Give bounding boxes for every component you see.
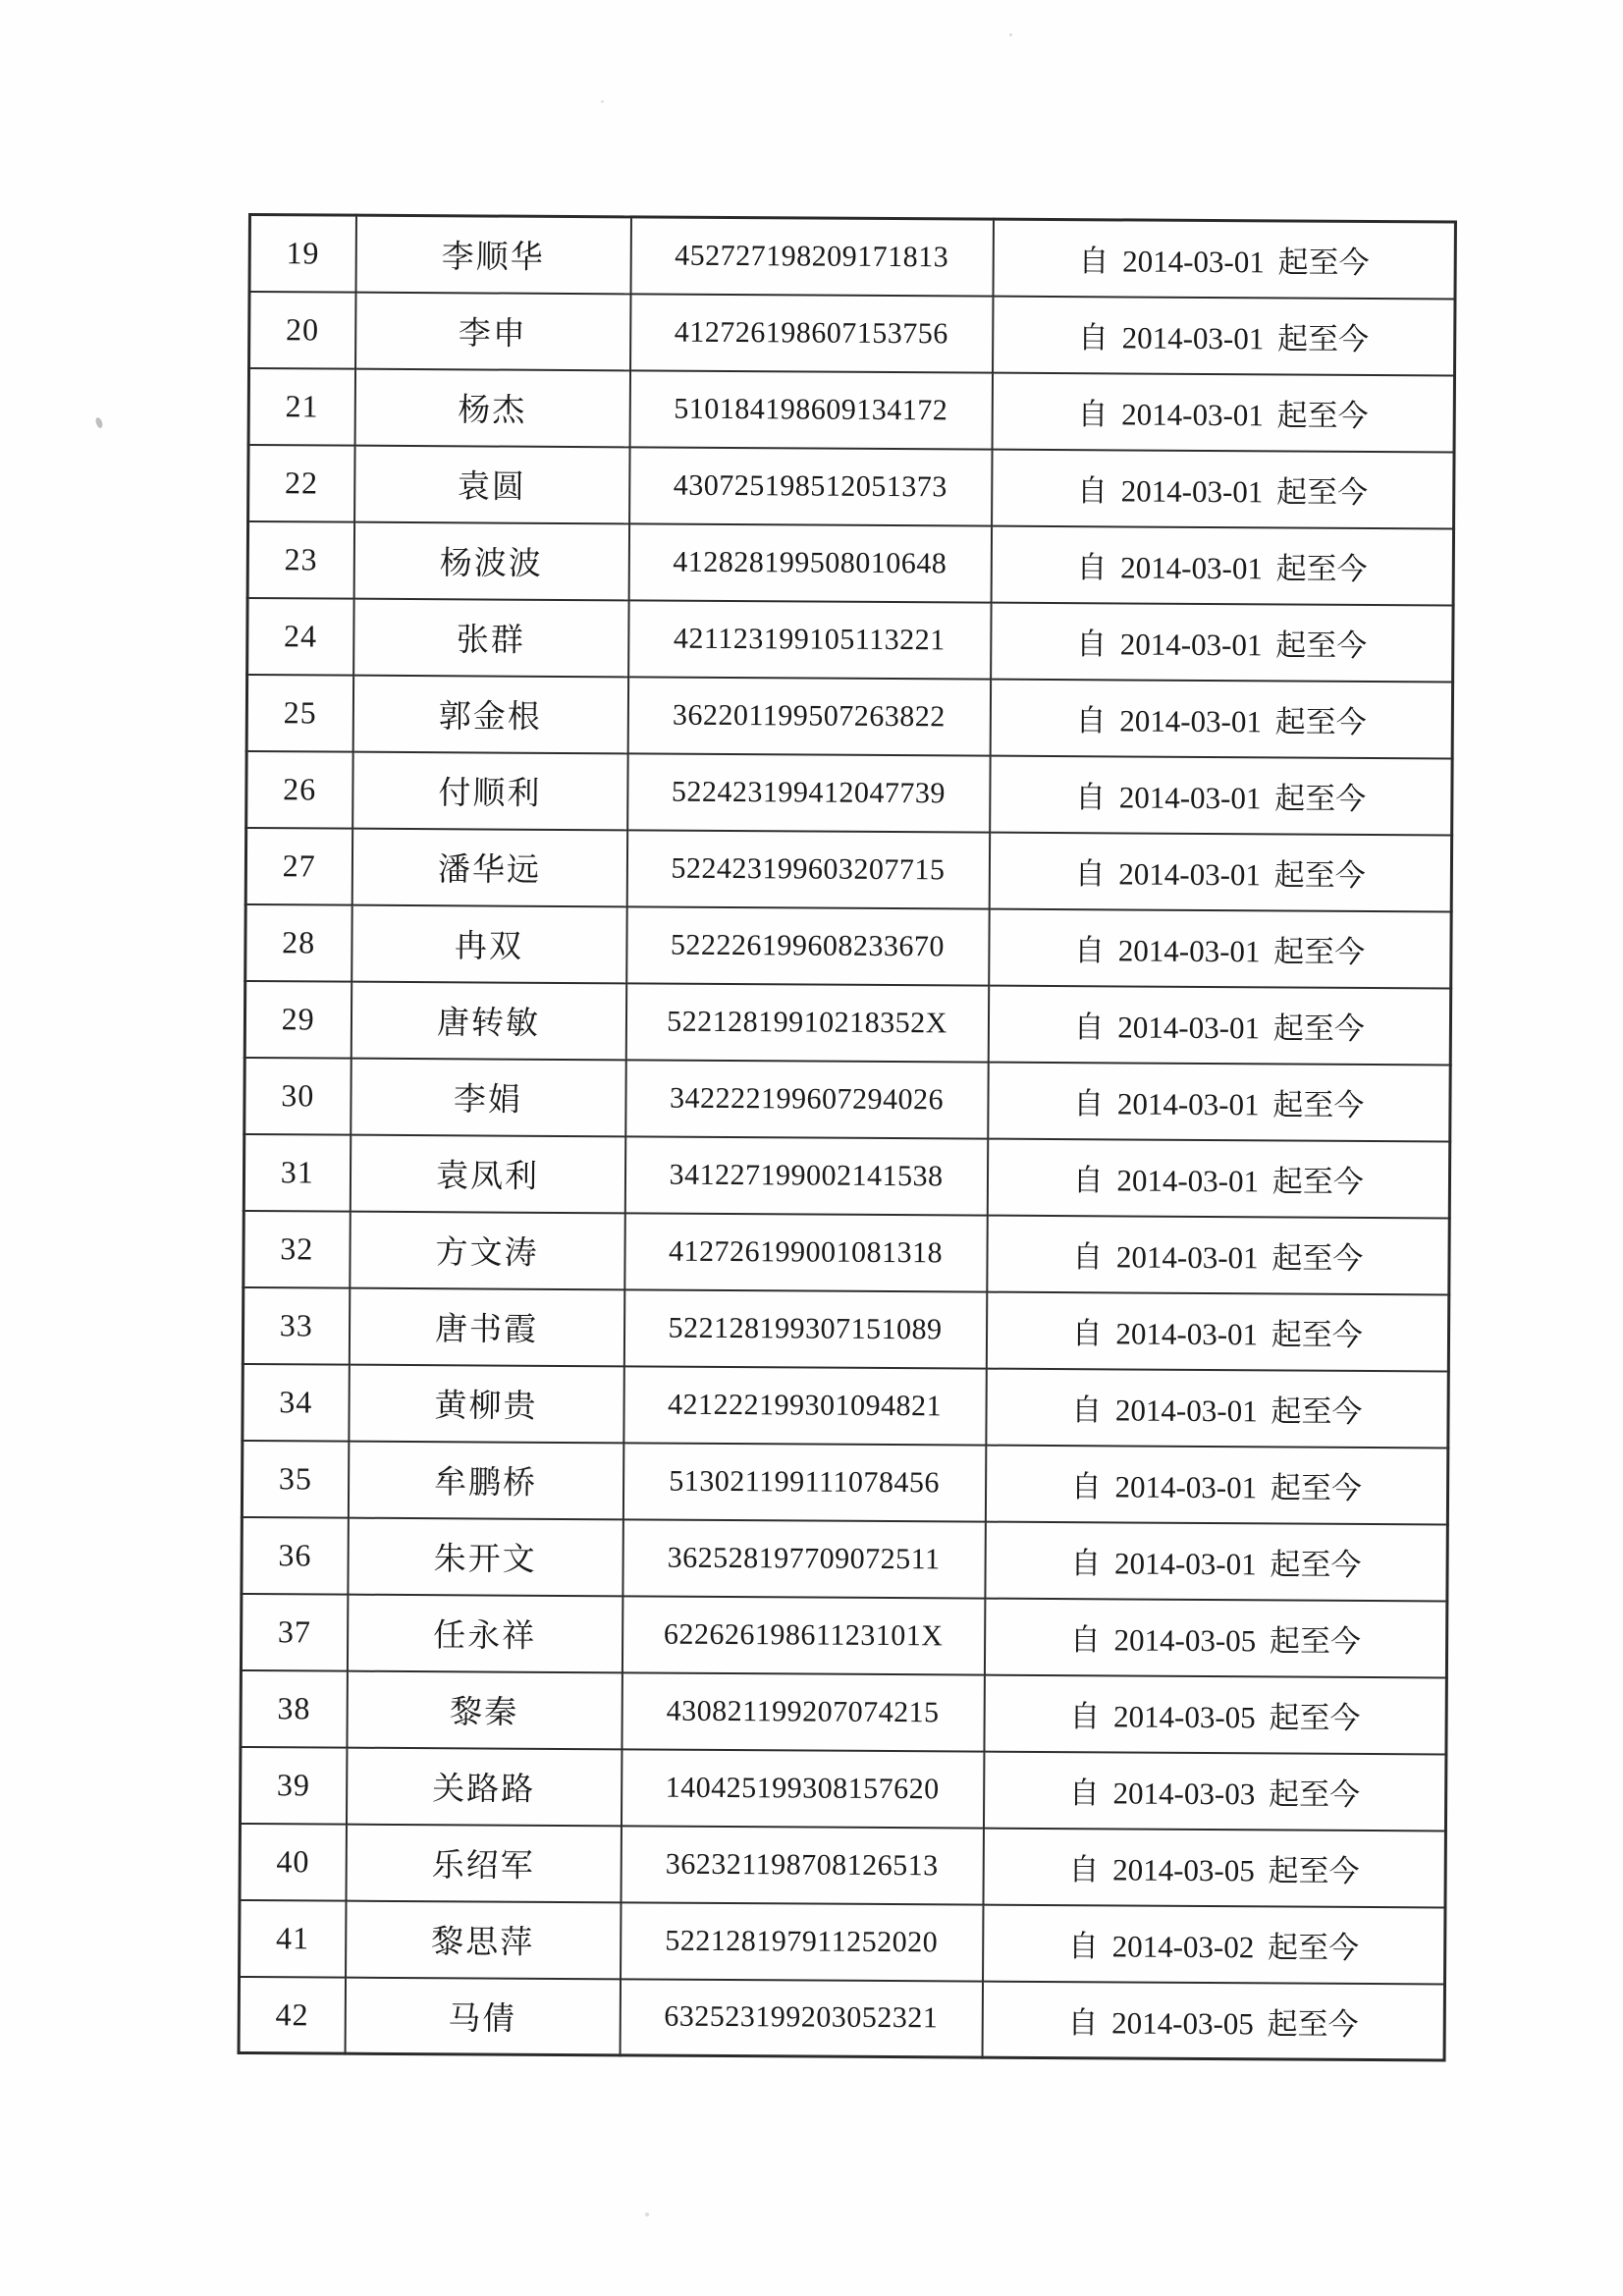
name-cell: 冉双 xyxy=(352,904,626,983)
row-number-cell: 42 xyxy=(239,1976,345,2053)
table-row xyxy=(240,1899,1445,1983)
table-row xyxy=(240,1823,1445,1907)
name-cell: 袁凤利 xyxy=(350,1134,624,1213)
table-row xyxy=(244,980,1450,1064)
table-row xyxy=(244,1057,1450,1140)
row-number-cell: 31 xyxy=(243,1133,350,1211)
id-number-cell: 362201199507263822 xyxy=(627,677,990,755)
id-number-cell: 430725198512051373 xyxy=(629,447,992,525)
name-cell: 潘华远 xyxy=(352,828,626,906)
id-number-cell: 522226199608233670 xyxy=(626,906,989,985)
period-cell: 自 2014-03-01 起至今 xyxy=(991,525,1453,605)
id-number-cell: 510184198609134172 xyxy=(629,370,992,449)
name-cell: 黄柳贵 xyxy=(349,1364,623,1443)
row-number-cell: 28 xyxy=(245,903,352,981)
id-number-cell: 421123199105113221 xyxy=(628,600,991,679)
table-row xyxy=(239,1976,1444,2059)
scan-artifact xyxy=(94,416,103,428)
name-cell: 马倩 xyxy=(345,1977,620,2055)
name-cell: 黎思萍 xyxy=(346,1900,621,1979)
id-number-cell: 342222199607294026 xyxy=(625,1060,988,1138)
name-cell: 袁圆 xyxy=(354,445,629,523)
id-number-cell: 513021199111078456 xyxy=(622,1443,985,1521)
table-row xyxy=(241,1669,1446,1754)
row-number-cell: 21 xyxy=(248,368,354,446)
period-cell: 自 2014-03-01 起至今 xyxy=(991,602,1453,682)
name-cell: 郭金根 xyxy=(352,675,627,753)
period-cell: 自 2014-03-01 起至今 xyxy=(990,679,1452,758)
id-number-cell: 522128199307151089 xyxy=(623,1289,986,1368)
name-cell: 李顺华 xyxy=(355,215,630,294)
period-cell: 自 2014-03-01 起至今 xyxy=(993,219,1455,299)
row-number-cell: 22 xyxy=(248,445,354,522)
row-number-cell: 36 xyxy=(242,1516,348,1594)
name-cell: 任永祥 xyxy=(347,1594,622,1672)
row-number-cell: 23 xyxy=(247,521,353,599)
table-row xyxy=(243,1363,1448,1447)
period-cell: 自 2014-03-05 起至今 xyxy=(982,1981,1444,2060)
table-row xyxy=(248,368,1454,452)
period-cell: 自 2014-03-01 起至今 xyxy=(992,449,1454,528)
id-number-cell: 412726199001081318 xyxy=(624,1213,987,1291)
name-cell: 李申 xyxy=(355,292,630,370)
row-number-cell: 38 xyxy=(241,1669,347,1747)
scan-artifact xyxy=(601,100,604,103)
table-row xyxy=(242,1516,1447,1601)
row-number-cell: 41 xyxy=(240,1899,346,1977)
name-cell: 付顺利 xyxy=(352,751,627,830)
period-cell: 自 2014-03-01 起至今 xyxy=(988,985,1450,1065)
table-row xyxy=(243,1210,1449,1293)
period-cell: 自 2014-03-01 起至今 xyxy=(989,832,1451,911)
id-number-cell: 632523199203052321 xyxy=(620,1979,982,2057)
row-number-cell: 26 xyxy=(246,750,352,828)
id-number-cell: 140425199308157620 xyxy=(621,1749,983,1828)
name-cell: 李娟 xyxy=(351,1058,625,1136)
id-number-cell: 362528197709072511 xyxy=(622,1519,985,1598)
period-cell: 自 2014-03-01 起至今 xyxy=(986,1291,1448,1371)
table-row xyxy=(248,445,1454,528)
table-row xyxy=(246,675,1452,758)
table-row xyxy=(245,827,1451,910)
period-cell: 自 2014-03-05 起至今 xyxy=(984,1674,1446,1754)
name-cell: 杨波波 xyxy=(353,521,628,600)
period-cell: 自 2014-03-05 起至今 xyxy=(983,1828,1445,1907)
row-number-cell: 27 xyxy=(245,827,352,904)
id-number-cell: 341227199002141538 xyxy=(624,1136,987,1215)
name-cell: 朱开文 xyxy=(348,1517,622,1596)
id-number-cell: 522423199603207715 xyxy=(626,830,989,908)
row-number-cell: 19 xyxy=(249,215,355,293)
id-number-cell: 412726198607153756 xyxy=(630,294,993,372)
id-number-cell: 522128197911252020 xyxy=(621,1902,983,1981)
id-number-cell: 452727198209171813 xyxy=(630,217,993,296)
name-cell: 黎秦 xyxy=(347,1670,622,1749)
row-number-cell: 32 xyxy=(243,1210,350,1287)
table-row xyxy=(241,1593,1446,1677)
table-row xyxy=(243,1286,1448,1370)
period-cell: 自 2014-03-01 起至今 xyxy=(985,1445,1447,1524)
id-number-cell: 522423199412047739 xyxy=(627,753,990,832)
row-number-cell: 29 xyxy=(244,980,351,1058)
name-cell: 张群 xyxy=(353,598,628,677)
period-cell: 自 2014-03-05 起至今 xyxy=(984,1598,1446,1677)
name-cell: 乐绍军 xyxy=(346,1824,621,1902)
row-number-cell: 35 xyxy=(242,1440,348,1517)
table-body xyxy=(239,215,1455,2060)
row-number-cell: 37 xyxy=(241,1593,347,1670)
table-row xyxy=(249,292,1455,375)
row-number-cell: 20 xyxy=(249,292,355,369)
period-cell: 自 2014-03-02 起至今 xyxy=(983,1904,1445,1984)
id-number-cell: 52212819910218352X xyxy=(625,983,988,1062)
scan-artifact xyxy=(645,2213,649,2216)
period-cell: 自 2014-03-01 起至今 xyxy=(986,1368,1448,1448)
table-row xyxy=(246,750,1452,834)
id-number-cell: 62262619861123101X xyxy=(622,1596,984,1674)
row-number-cell: 25 xyxy=(246,675,352,752)
table-row xyxy=(242,1440,1447,1523)
row-number-cell: 33 xyxy=(243,1286,349,1364)
period-cell: 自 2014-03-01 起至今 xyxy=(987,1215,1449,1294)
row-number-cell: 30 xyxy=(244,1057,351,1134)
period-cell: 自 2014-03-01 起至今 xyxy=(993,296,1455,375)
name-cell: 关路路 xyxy=(346,1747,621,1826)
id-number-cell: 412828199508010648 xyxy=(628,523,991,602)
period-cell: 自 2014-03-01 起至今 xyxy=(985,1521,1447,1601)
row-number-cell: 39 xyxy=(240,1746,346,1824)
table-row xyxy=(240,1746,1445,1831)
row-number-cell: 40 xyxy=(240,1823,346,1900)
table-row xyxy=(245,903,1451,987)
personnel-roster-table xyxy=(238,213,1457,2061)
table-row xyxy=(249,215,1455,299)
period-cell: 自 2014-03-01 起至今 xyxy=(988,1062,1450,1141)
table-row xyxy=(247,598,1453,682)
period-cell: 自 2014-03-01 起至今 xyxy=(989,908,1451,988)
row-number-cell: 24 xyxy=(247,598,353,676)
id-number-cell: 421222199301094821 xyxy=(623,1366,986,1445)
name-cell: 唐转敏 xyxy=(351,981,625,1060)
name-cell: 唐书霞 xyxy=(349,1287,623,1366)
name-cell: 牟鹏桥 xyxy=(348,1441,622,1519)
name-cell: 杨杰 xyxy=(354,368,629,447)
table-row xyxy=(243,1133,1449,1217)
name-cell: 方文涛 xyxy=(350,1211,624,1289)
table-row xyxy=(247,521,1453,605)
period-cell: 自 2014-03-01 起至今 xyxy=(992,372,1454,452)
scan-artifact xyxy=(1009,33,1012,36)
period-cell: 自 2014-03-01 起至今 xyxy=(987,1138,1449,1218)
period-cell: 自 2014-03-01 起至今 xyxy=(990,755,1452,835)
id-number-cell: 362321198708126513 xyxy=(621,1826,983,1904)
id-number-cell: 430821199207074215 xyxy=(622,1672,984,1751)
row-number-cell: 34 xyxy=(243,1363,349,1441)
period-cell: 自 2014-03-03 起至今 xyxy=(983,1751,1445,1831)
